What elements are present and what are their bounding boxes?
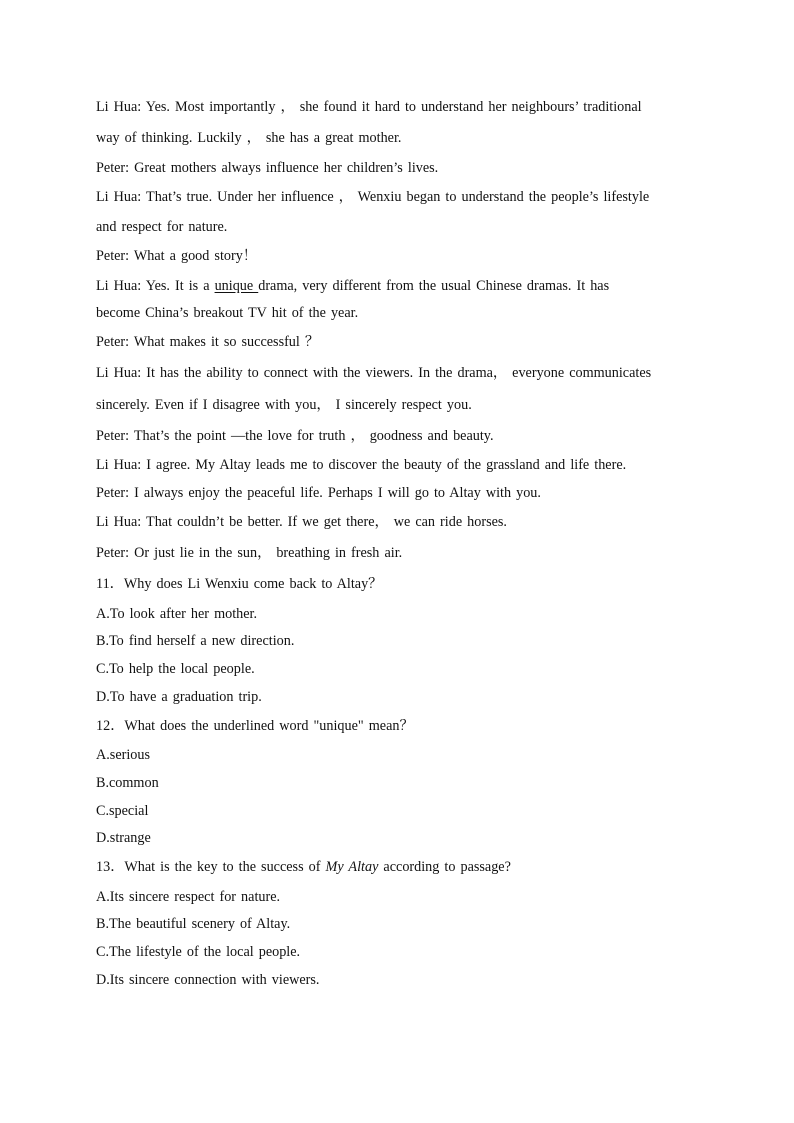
dialogue-line: Peter: Or just lie in the sun， breathing in fresh air.	[96, 545, 403, 561]
question-number: 13．	[96, 859, 125, 875]
dialogue-line: Peter: What a good story！	[96, 248, 257, 264]
dialogue-line: Peter: That’s the point —the love for truth ， goodness and beauty.	[96, 428, 494, 444]
option-d: D.To have a graduation trip.	[96, 689, 262, 705]
dialogue-line: way of thinking. Luckily ， she has a great mother.	[96, 130, 402, 146]
underlined-word-unique: unique	[214, 278, 259, 294]
dialogue-line: Li Hua: That’s true. Under her influence ， Wenxiu began to understand the people’s lifestyle	[96, 189, 650, 205]
option-c: C.special	[96, 803, 149, 819]
question-prompt: Why does Li Wenxiu come back to Altay？	[123, 576, 383, 592]
question-12	[96, 717, 694, 735]
dialogue-text: Li Hua: Yes. It is a	[96, 278, 215, 294]
question-number: 12．	[96, 718, 125, 734]
question-11	[96, 575, 694, 593]
option-c: C.The lifestyle of the local people.	[96, 944, 301, 960]
dialogue-line: Li Hua: That couldn’t be better. If we get there， we can ride horses.	[96, 514, 507, 530]
option-b: B.common	[96, 775, 159, 791]
option-a: A.To look after her mother.	[96, 606, 258, 622]
option-d: D.strange	[96, 830, 151, 846]
option-a: A.Its sincere respect for nature.	[96, 889, 281, 905]
dialogue-line: Li Hua: Yes. Most importantly ， she found it hard to understand her neighbours’ traditional	[96, 99, 642, 115]
dialogue-line: Li Hua: I agree. My Altay leads me to discover the beauty of the grassland and life there.	[96, 457, 627, 473]
option-c: C.To help the local people.	[96, 661, 255, 677]
question-prompt: according to passage?	[378, 859, 511, 875]
question-prompt: What is the key to the success of	[124, 859, 326, 875]
option-d: D.Its sincere connection with viewers.	[96, 972, 320, 988]
question-13	[96, 858, 694, 876]
dialogue-line: Peter: What makes it so successful ？	[96, 334, 320, 350]
dialogue-line	[96, 277, 694, 295]
option-b: B.The beautiful scenery of Altay.	[96, 916, 291, 932]
dialogue-line: Li Hua: It has the ability to connect with the viewers. In the drama， everyone communicates	[96, 365, 652, 381]
option-a: A.serious	[96, 747, 150, 763]
question-prompt: What does the underlined word "unique" mean？	[124, 718, 414, 734]
dialogue-line: Peter: Great mothers always influence her children’s lives.	[96, 160, 439, 176]
question-number: 11．	[96, 576, 124, 592]
dialogue-line: sincerely. Even if I disagree with you， I sincerely respect you.	[96, 397, 472, 413]
drama-title: My Altay	[325, 859, 379, 875]
dialogue-text: drama, very different from the usual Chinese dramas. It has	[258, 278, 610, 294]
option-b: B.To find herself a new direction.	[96, 633, 295, 649]
dialogue-line: Peter: I always enjoy the peaceful life. Perhaps I will go to Altay with you.	[96, 485, 541, 501]
dialogue-line: become China’s breakout TV hit of the year.	[96, 305, 359, 321]
dialogue-line: and respect for nature.	[96, 219, 228, 235]
